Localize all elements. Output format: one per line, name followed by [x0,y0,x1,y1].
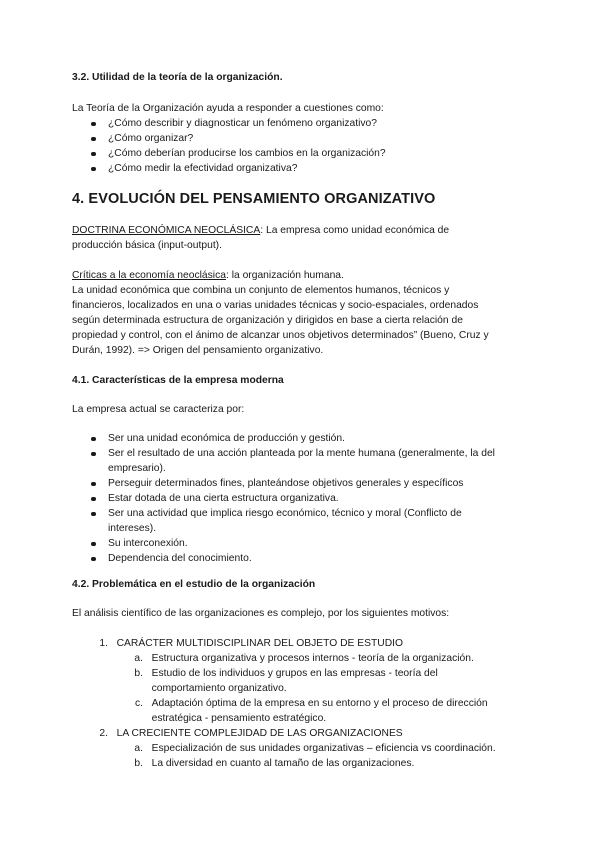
sub-item: a. Estructura organizativa y procesos internos - teoría de la organización. [134,653,474,664]
list-item: ¿Cómo deberían producirse los cambios en la organización? [72,146,386,161]
section-4-1-intro: La empresa actual se caracteriza por: [72,404,245,415]
section-3-2-heading: 3.2. Utilidad de la teoría de la organización. [72,72,283,83]
list-item: ¿Cómo medir la efectividad organizativa? [72,161,386,176]
quote-line: La unidad económica que combina un conjunto de elementos humanos, técnicos y [72,285,450,296]
section-4-1-heading: 4.1. Características de la empresa moderna [72,375,284,386]
doctrina-label: DOCTRINA ECONÓMICA NEOCLÁSICA [72,225,261,236]
quote-line: Durán, 1992). => Origen del pensamiento organizativo. [72,345,324,356]
quote-line: según determinada estructura de organización y dirigidos en base a cierta relación de [72,315,463,326]
doctrina-text: : La empresa como unidad económica de [260,225,450,236]
section-3-2-intro: La Teoría de la Organización ayuda a responder a cuestiones como: [72,103,384,114]
criticas-label: Críticas a la economía neoclásica [72,270,226,281]
list-item: Estar dotada de una cierta estructura organizativa. [72,491,495,506]
section-3-2-bullet-list [72,116,386,176]
numbered-item-title: LA CRECIENTE COMPLEJIDAD DE LAS ORGANIZACIONES [116,728,403,739]
list-item: Perseguir determinados fines, planteándose objetivos generales y específicos [72,476,495,491]
sub-item: a. Especialización de sus unidades organizativas – eficiencia vs coordinación. [134,743,496,754]
sub-item: c. Adaptación óptima de la empresa en su entorno y el proceso de dirección [134,698,488,709]
sub-item: b. La diversidad en cuanto al tamaño de las organizaciones. [134,758,415,769]
list-item: Ser el resultado de una acción planteada por la mente humana (generalmente, la del empresario). [72,446,495,476]
doctrina-paragraph [72,223,542,253]
numbered-item-2: 2. LA CRECIENTE COMPLEJIDAD DE LAS ORGANIZACIONES [99,728,403,739]
quote-line: financieros, localizados en una o varias unidades técnicas y socio-espaciales, ordenados [72,300,479,311]
list-item: ¿Cómo describir y diagnosticar un fenómeno organizativo? [72,116,386,131]
list-item: Dependencia del conocimiento. [72,551,495,566]
doctrina-text-cont: producción básica (input-output). [72,240,222,251]
sub-item-cont: comportamiento organizativo. [151,683,287,694]
section-4-2-intro: El análisis científico de las organizaciones es complejo, por los siguientes motivos: [72,608,450,619]
sub-item-cont: estratégica - pensamiento estratégico. [151,713,327,724]
criticas-paragraph [72,268,542,358]
section-4-2-heading: 4.2. Problemática en el estudio de la organización [72,579,316,590]
section-4-1-bullet-list [72,431,495,566]
sub-item: b. Estudio de los individuos y grupos en las empresas - teoría del [134,668,438,679]
criticas-text: : la organización humana. [225,270,344,281]
numbered-item-title: CARÁCTER MULTIDISCIPLINAR DEL OBJETO DE ESTUDIO [116,638,404,649]
list-item: ¿Cómo organizar? [72,131,386,146]
quote-line: propiedad y control, con el ánimo de alcanzar unos objetivos determinados” (Bueno, Cruz y [72,330,489,341]
section-4-heading: 4. EVOLUCIÓN DEL PENSAMIENTO ORGANIZATIVO [72,191,436,207]
numbered-item-1: 1. CARÁCTER MULTIDISCIPLINAR DEL OBJETO DE ESTUDIO [99,638,404,649]
list-item: Ser una actividad que implica riesgo económico, técnico y moral (Conflicto de intereses). [72,506,495,536]
list-item: Su interconexión. [72,536,495,551]
list-item: Ser una unidad económica de producción y gestión. [72,431,495,446]
